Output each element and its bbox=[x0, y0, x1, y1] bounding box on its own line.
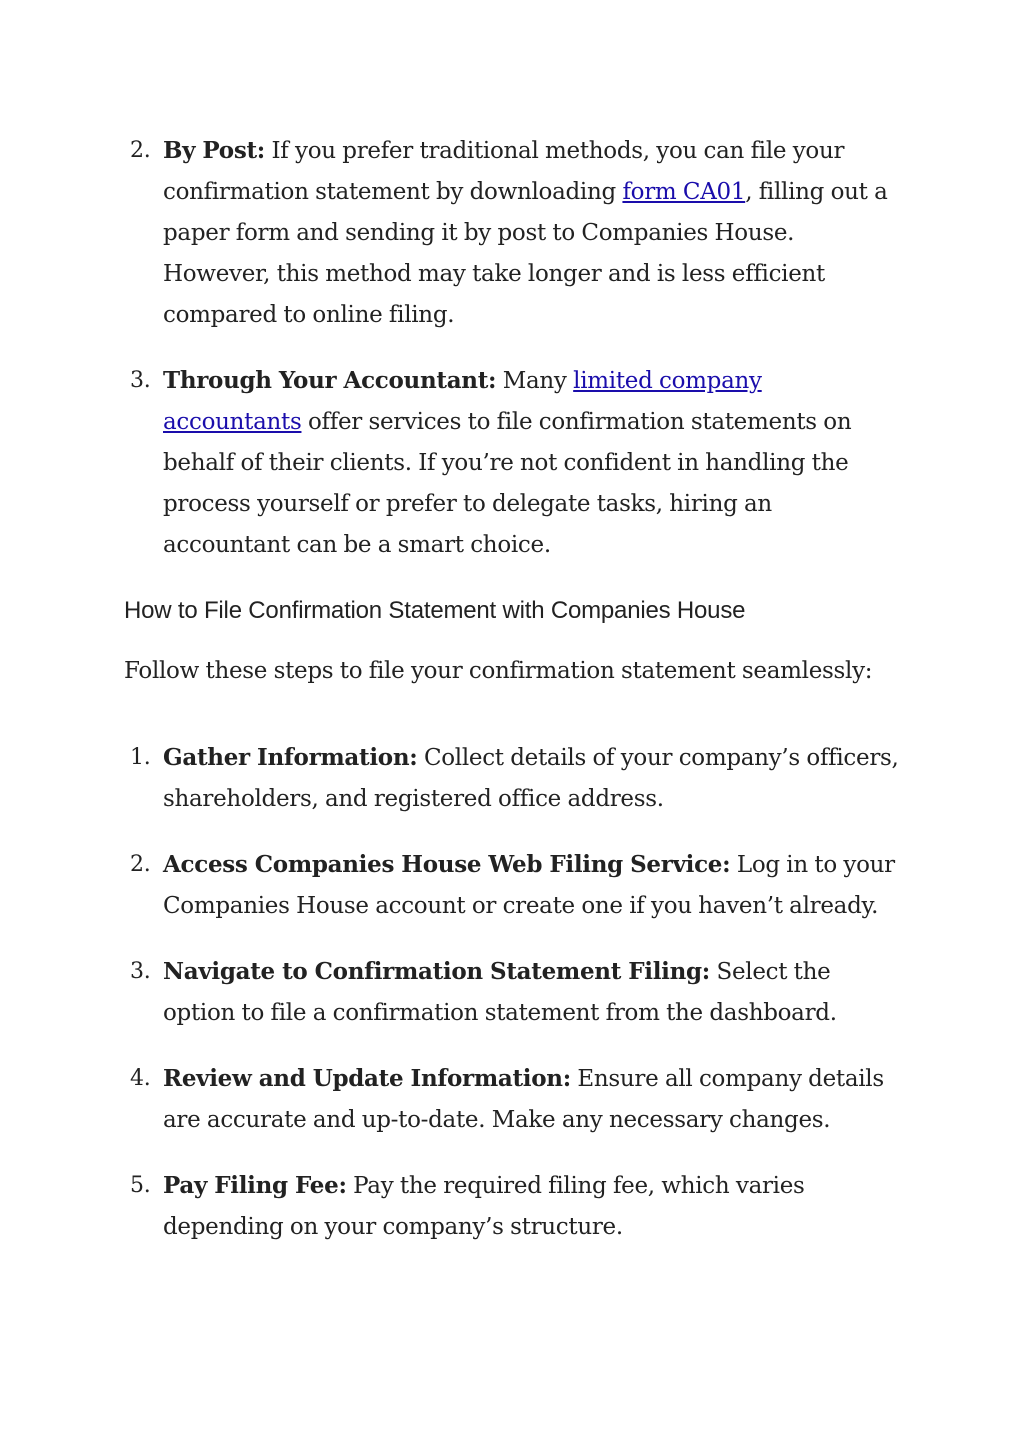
list-number: 2. bbox=[130, 852, 151, 877]
item-text: Collect details of your company’s officers, shareholders, and registered office address. bbox=[163, 745, 899, 812]
item-lead: Access Companies House Web Filing Service: bbox=[163, 851, 731, 878]
section-intro: Follow these steps to file your confirmation statement seamlessly: bbox=[124, 658, 873, 684]
step-navigate-filing bbox=[0, 951, 1023, 1034]
item-lead: Navigate to Confirmation Statement Filing: bbox=[163, 958, 710, 985]
item-text: offer services to file confirmation statements on behalf of their clients. If you’re not confident in handling the process yourself or prefer to delegate tasks, hiring an accountant can be a smart choice. bbox=[163, 409, 852, 558]
item-lead: Through Your Accountant: bbox=[163, 367, 497, 394]
item-text: Pay the required filing fee, which varies depending on your company’s structure. bbox=[163, 1173, 805, 1240]
form-ca01-link[interactable]: form CA01 bbox=[622, 179, 746, 205]
item-lead: Pay Filing Fee: bbox=[163, 1172, 347, 1199]
list-number: 5. bbox=[130, 1173, 151, 1198]
list-number: 4. bbox=[130, 1066, 151, 1091]
item-text: Select the option to file a confirmation statement from the dashboard. bbox=[163, 959, 837, 1026]
list-number: 1. bbox=[130, 745, 151, 770]
item-text: Ensure all company details are accurate and up-to-date. Make any necessary changes. bbox=[163, 1066, 884, 1133]
item-text: Log in to your Companies House account or create one if you haven’t already. bbox=[163, 852, 895, 919]
list-item-by-post bbox=[0, 130, 1023, 336]
item-text: If you prefer traditional methods, you can file your confirmation statement by downloading bbox=[163, 138, 845, 205]
filing-steps-list bbox=[0, 737, 1023, 1272]
step-pay-fee bbox=[0, 1165, 1023, 1248]
item-lead: By Post: bbox=[163, 137, 265, 164]
item-lead: Review and Update Information: bbox=[163, 1065, 571, 1092]
item-lead: Gather Information: bbox=[163, 744, 418, 771]
step-review-update bbox=[0, 1058, 1023, 1141]
item-text: Many bbox=[496, 368, 574, 394]
list-item-through-accountant bbox=[0, 360, 1023, 566]
section-heading: How to File Confirmation Statement with Companies House bbox=[124, 597, 746, 624]
list-number: 3. bbox=[130, 959, 151, 984]
item-text: , filling out a paper form and sending it by post to Companies House. However, this method may take longer and is less efficient compared to online filing. bbox=[163, 179, 888, 328]
step-gather-information bbox=[0, 737, 1023, 820]
step-access-web-filing bbox=[0, 844, 1023, 927]
filing-methods-list bbox=[0, 130, 1023, 566]
list-number: 2. bbox=[130, 138, 151, 163]
limited-company-accountants-link[interactable]: limited company accountants bbox=[163, 368, 762, 435]
list-number: 3. bbox=[130, 368, 151, 393]
